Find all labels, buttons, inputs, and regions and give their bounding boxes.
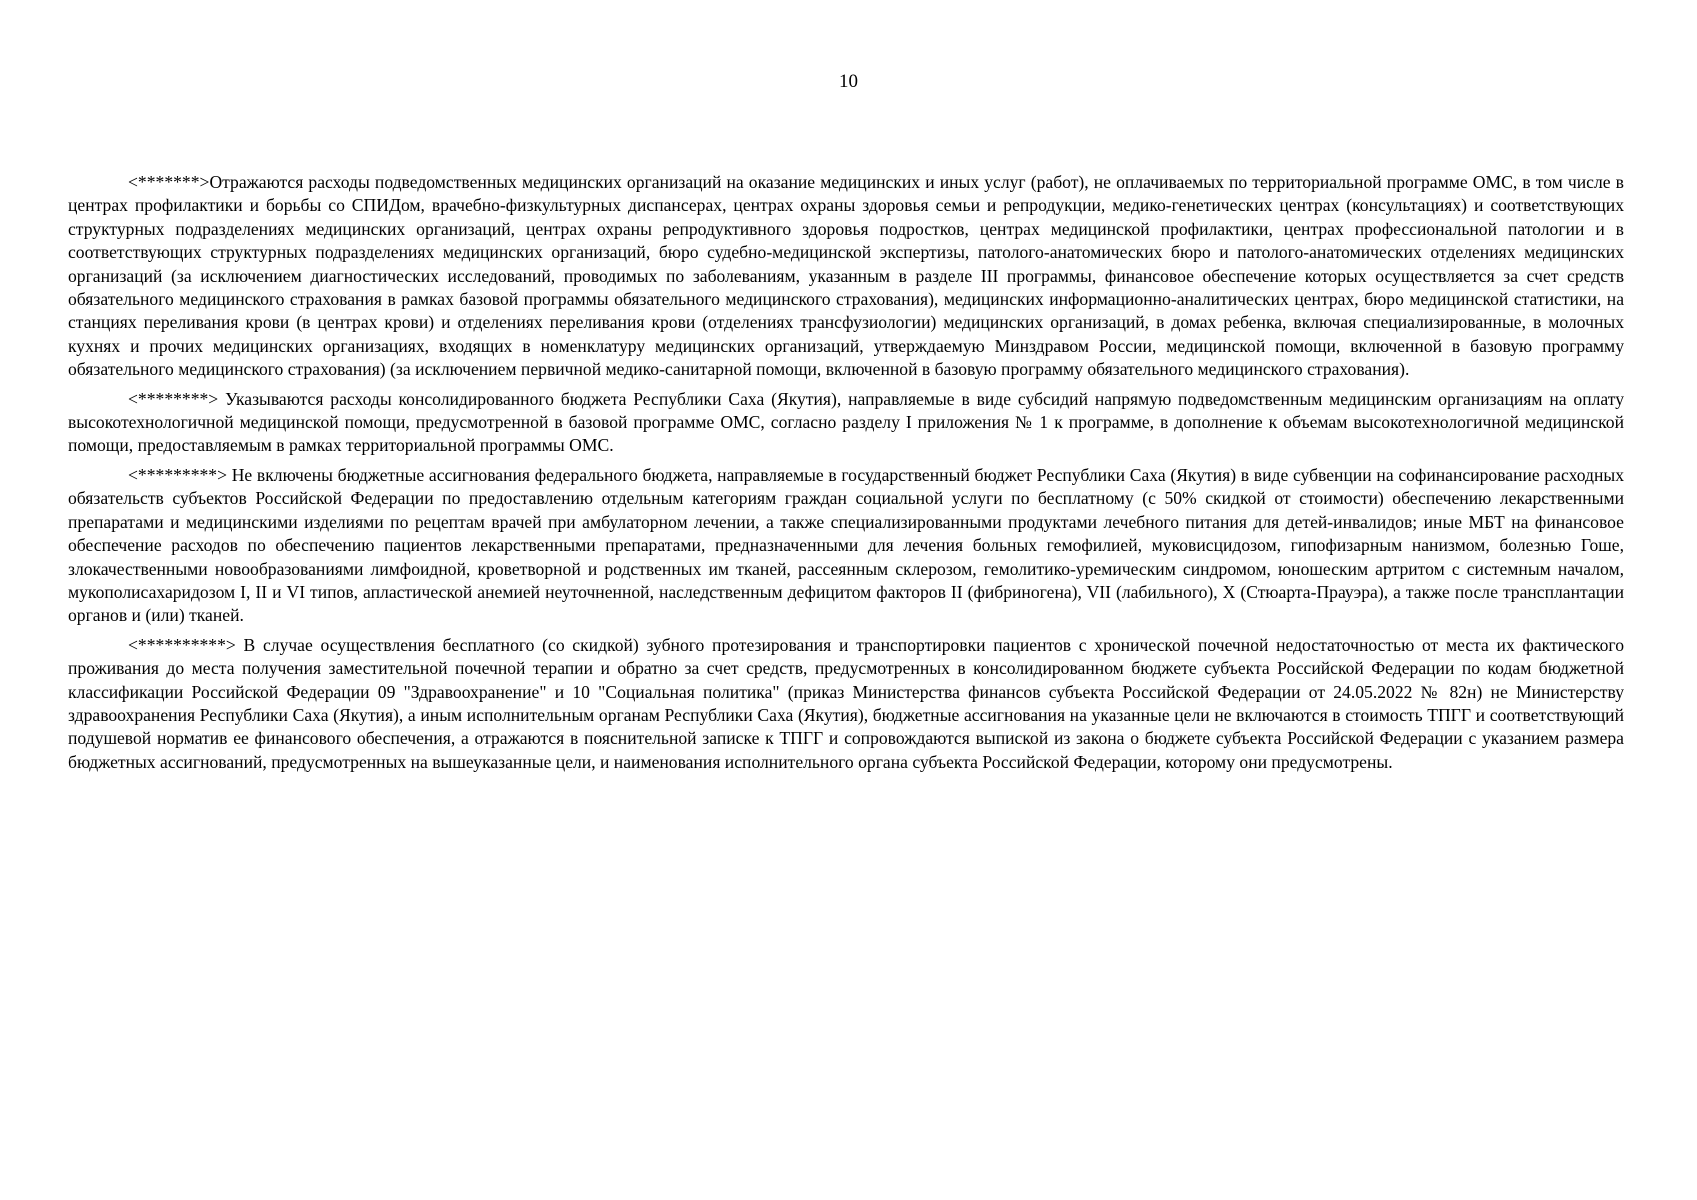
footnote-text: Не включены бюджетные ассигнования федерального бюджета, направляемые в государственный бюджет Республики Саха (Якутия) в виде субвенции на софинансирование расходных обязательств субъектов Российской Федерации по предоставлению отдельным категориям граждан социальной услуги по бесплатному (с 50% скидкой от стоимости) обеспечению лекарственными препаратами и медицинскими изделиями по рецептам врачей при амбулаторном лечении, а также специализированными продуктами лечебного питания для детей-инвалидов; иные МБТ на финансовое обеспечение расходов по обеспечению пациентов лекарственными препаратами, предназначенными для лечения больных гемофилией, муковисцидозом, гипофизарным нанизмом, болезнью Гоше, злокачественными новообразованиями лимфоидной, кроветворной и родственных им тканей, рассеянным склерозом, гемолитико-уремическим синдромом, юношеским артритом с системным началом, мукополисахаридозом I, II и VI типов, апластической анемией неуточненной, наследственным дефицитом факторов II (фибриногена), VII (лабильного), X (Стюарта-Прауэра), а также после трансплантации органов и (или) тканей. xyxy=(68,464,1624,626)
footnote-text: Отражаются расходы подведомственных медицинских организаций на оказание медицинских и иных услуг (работ), не оплачиваемых по территориальной программе ОМС, в том числе в центрах профилактики и борьбы со СПИДом, врачебно-физкультурных диспансерах, центрах охраны здоровья семьи и репродукции, медико-генетических центрах (консультациях) и соответствующих структурных подразделениях медицинских организаций, центрах охраны репродуктивного здоровья подростков, центрах медицинской профилактики, центрах профессиональной патологии и в соответствующих структурных подразделениях медицинских организаций, бюро судебно-медицинской экспертизы, патолого-анатомических бюро и патолого-анатомических отделениях медицинских организаций (за исключением диагностических исследований, проводимых по заболеваниям, указанным в разделе III программы, финансовое обеспечение которых осуществляется за счет средств обязательного медицинского страхования в рамках базовой программы обязательного медицинского страхования), медицинских информационно-аналитических центрах, бюро медицинской статистики, на станциях переливания крови (в центрах крови) и отделениях переливания крови (отделениях трансфузиологии) медицинских организаций, в домах ребенка, включая специализированные, в молочных кухнях и прочих медицинских организациях, входящих в номенклатуру медицинских организаций, утверждаемую Минздравом России, медицинской помощи, включенной в базовую программу обязательного медицинского страхования) (за исключением первичной медико-санитарной помощи, включенной в базовую программу обязательного медицинского страхования). xyxy=(68,172,1624,380)
footnote-7 xyxy=(68,171,1624,382)
footnote-9 xyxy=(68,464,1624,628)
footnote-text: Указываются расходы консолидированного бюджета Республики Саха (Якутия), направляемые в виде субсидий напрямую подведомственным медицинским организациям на оплату высокотехнологичной медицинской помощи, предусмотренной в базовой программе ОМС, согласно разделу I приложения № 1 к программе, в дополнение к объемам высокотехнологичной медицинской помощи, предоставляемым в рамках территориальной программы ОМС. xyxy=(68,388,1624,456)
footnote-marker: <*******> xyxy=(128,172,210,192)
footnote-text: В случае осуществления бесплатного (со скидкой) зубного протезирования и транспортировки пациентов с хронической почечной недостаточностью от места их фактического проживания до места получения заместительной почечной терапии и обратно за счет средств, предусмотренных в консолидированном бюджете субъекта Российской Федерации по кодам бюджетной классификации Российской Федерации 09 "Здравоохранение" и 10 "Социальная политика" (приказ Министерства финансов субъекта Российской Федерации от 24.05.2022 № 82н) не Министерству здравоохранения Республики Саха (Якутия), а иным исполнительным органам Республики Саха (Якутия), бюджетные ассигнования на указанные цели не включаются в стоимость ТПГГ и соответствующий подушевой норматив ее финансового обеспечения, а отражаются в пояснительной записке к ТПГГ и сопровождаются выпиской из закона о бюджете субъекта Российской Федерации с указанием размера бюджетных ассигнований, предусмотренных на вышеуказанные цели, и наименования исполнительного органа субъекта Российской Федерации, которому они предусмотрены. xyxy=(68,634,1624,772)
footnote-marker: <********> xyxy=(128,388,219,409)
footnote-marker: <**********> xyxy=(128,634,236,655)
footnote-10 xyxy=(68,634,1624,774)
page-number: 10 xyxy=(839,71,858,92)
footnote-marker: <*********> xyxy=(128,464,228,485)
footnotes-section xyxy=(68,171,1624,780)
footnote-8 xyxy=(68,388,1624,458)
